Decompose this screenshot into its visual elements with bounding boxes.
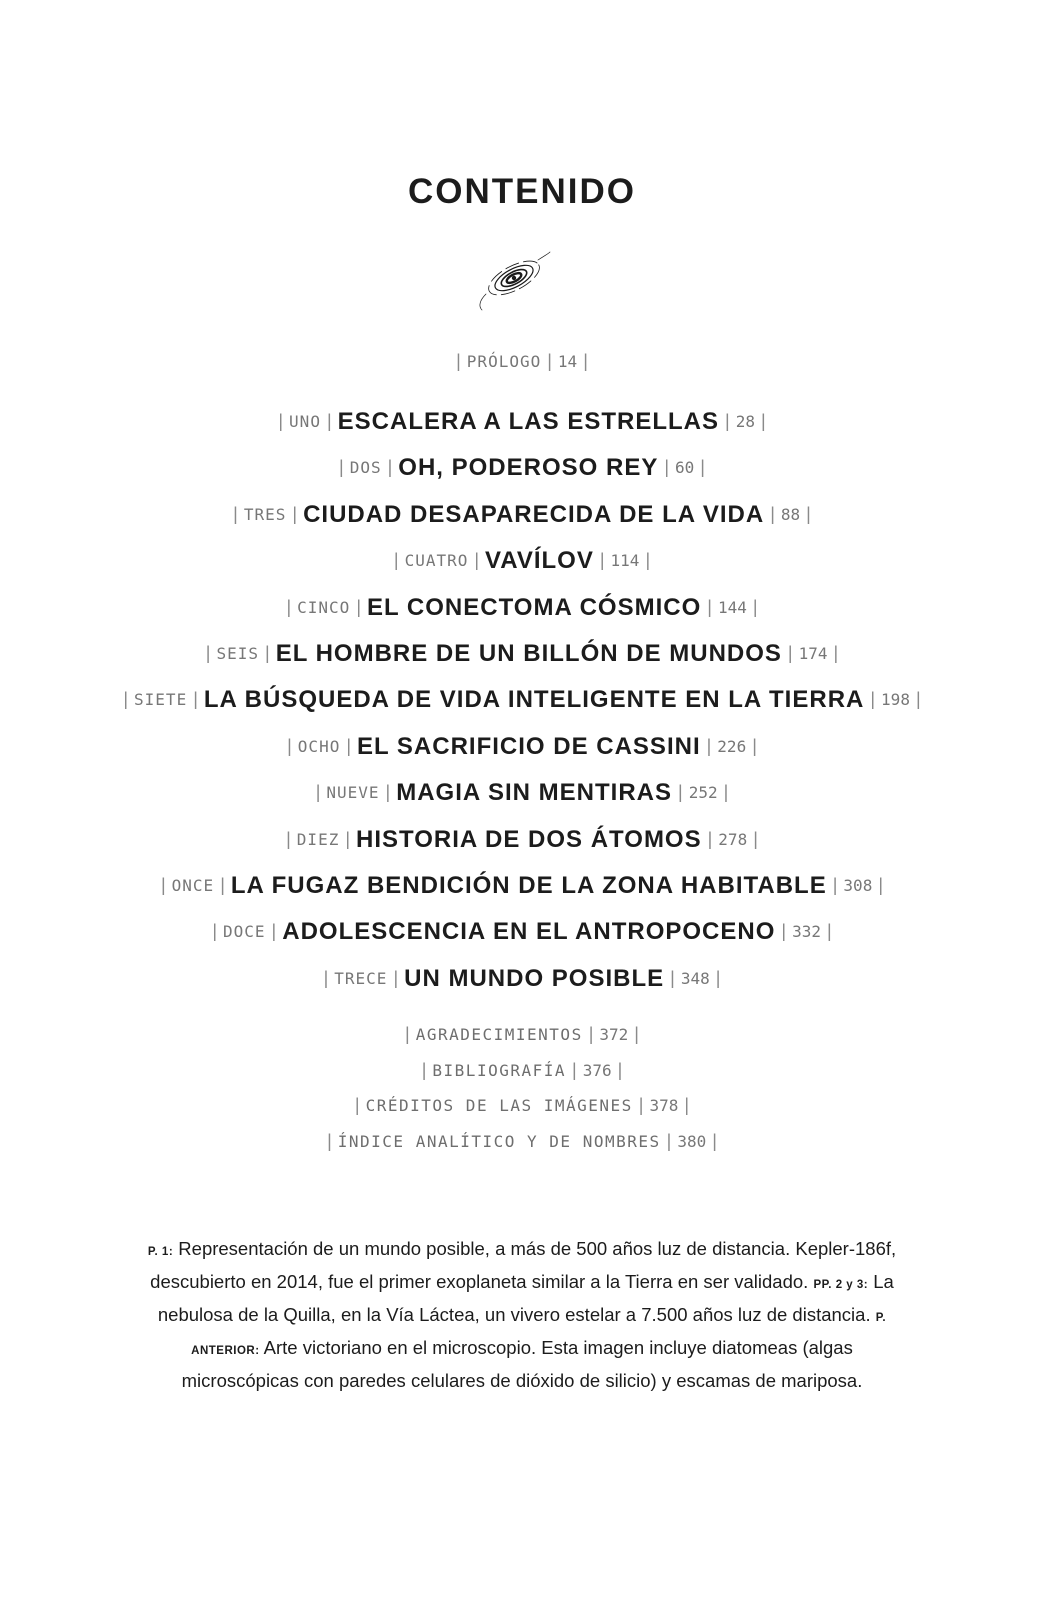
- spiral-galaxy-icon: [472, 250, 552, 314]
- toc-page-number: 114: [610, 551, 640, 570]
- separator-bar: |: [781, 921, 787, 941]
- separator-bar: |: [638, 1095, 644, 1115]
- separator-bar: |: [707, 829, 713, 849]
- page-title: CONTENIDO: [408, 172, 636, 211]
- chapter-number: DOCE: [223, 922, 266, 941]
- separator-bar: |: [393, 968, 399, 988]
- chapter-number: SIETE: [134, 690, 188, 709]
- separator-bar: |: [678, 782, 683, 802]
- toc-entry-chapter[interactable]: [0, 642, 1044, 666]
- toc-page-number: 332: [792, 922, 821, 941]
- separator-bar: |: [385, 782, 391, 802]
- chapter-title: UN MUNDO POSIBLE: [404, 965, 665, 992]
- separator-bar: |: [346, 736, 352, 756]
- separator-bar: |: [770, 504, 775, 524]
- toc-page-number: 174: [798, 644, 828, 663]
- separator-bar: |: [292, 504, 298, 524]
- toc-entry-chapter[interactable]: [0, 596, 1044, 620]
- image-caption: [140, 1234, 904, 1395]
- separator-bar: |: [666, 1131, 672, 1151]
- separator-bar: |: [315, 782, 321, 802]
- toc-page-number: 28: [735, 412, 755, 431]
- chapter-number: UNO: [289, 412, 321, 431]
- toc-page-number: 198: [881, 690, 910, 709]
- toc-entry-backmatter[interactable]: [0, 1060, 1044, 1082]
- separator-bar: |: [456, 351, 461, 371]
- toc-page-number: 88: [780, 505, 801, 524]
- separator-bar: |: [725, 411, 730, 431]
- chapter-number: NUEVE: [326, 783, 380, 802]
- separator-bar: |: [760, 411, 766, 431]
- toc-page-number: 378: [649, 1096, 679, 1115]
- chapter-title: VAVÍLOV: [485, 547, 594, 574]
- toc-entry-chapter[interactable]: [0, 828, 1044, 852]
- toc-page-number: 278: [718, 830, 748, 849]
- toc-page-number: 380: [677, 1132, 707, 1151]
- toc-label: CRÉDITOS DE LAS IMÁGENES: [365, 1096, 633, 1115]
- chapter-number: TRECE: [334, 969, 388, 988]
- chapter-number: SEIS: [216, 644, 259, 663]
- toc-entry-chapter[interactable]: [0, 781, 1044, 805]
- separator-bar: |: [193, 689, 198, 709]
- caption-text: Representación de un mundo posible, a más de 500 años luz de distancia. Kepler-186f, descubierto en 2014, fue el primer exoplaneta similar a la Tierra en ser validado.: [150, 1238, 897, 1292]
- toc-entry-prologue[interactable]: [0, 351, 1044, 373]
- toc-page-number: 348: [680, 969, 710, 988]
- toc-page-number: 60: [675, 458, 695, 477]
- separator-bar: |: [870, 689, 876, 709]
- separator-bar: |: [286, 597, 292, 617]
- separator-bar: |: [634, 1024, 639, 1044]
- toc-entry-backmatter[interactable]: [0, 1131, 1044, 1153]
- toc-page-number: 308: [843, 876, 873, 895]
- separator-bar: |: [700, 457, 705, 477]
- caption-ref: PP. 2 y 3:: [813, 1279, 869, 1291]
- separator-bar: |: [645, 550, 651, 570]
- separator-bar: |: [123, 689, 129, 709]
- toc-entry-chapter[interactable]: [0, 688, 1044, 712]
- chapter-title: EL HOMBRE DE UN BILLÓN DE MUNDOS: [275, 640, 782, 667]
- toc-label: PRÓLOGO: [466, 352, 542, 371]
- separator-bar: |: [787, 643, 793, 663]
- separator-bar: |: [354, 1095, 360, 1115]
- separator-bar: |: [723, 782, 729, 802]
- caption-ref: P. ANTERIOR:: [191, 1312, 887, 1357]
- toc-page-number: 376: [582, 1061, 612, 1080]
- chapter-number: OCHO: [297, 737, 341, 756]
- chapter-number: ONCE: [171, 876, 215, 895]
- chapter-number: DIEZ: [296, 830, 340, 849]
- separator-bar: |: [706, 736, 712, 756]
- separator-bar: |: [421, 1060, 427, 1080]
- separator-bar: |: [393, 550, 399, 570]
- chapter-title: ADOLESCENCIA EN EL ANTROPOCENO: [282, 918, 776, 945]
- separator-bar: |: [387, 457, 393, 477]
- separator-bar: |: [707, 597, 712, 617]
- toc-label: BIBLIOGRAFÍA: [432, 1061, 566, 1080]
- separator-bar: |: [327, 1131, 332, 1151]
- toc-entry-chapter[interactable]: [0, 735, 1044, 759]
- separator-bar: |: [832, 875, 838, 895]
- toc-label: AGRADECIMIENTOS: [415, 1025, 583, 1044]
- toc-entry-backmatter[interactable]: [0, 1024, 1044, 1046]
- separator-bar: |: [160, 875, 166, 895]
- toc-page-number: 14: [557, 352, 578, 371]
- toc-page-number: 226: [717, 737, 747, 756]
- separator-bar: |: [588, 1024, 594, 1044]
- toc-entry-chapter[interactable]: [0, 549, 1044, 573]
- separator-bar: |: [220, 875, 225, 895]
- chapter-title: LA FUGAZ BENDICIÓN DE LA ZONA HABITABLE: [230, 872, 827, 899]
- separator-bar: |: [617, 1060, 623, 1080]
- toc-entry-chapter[interactable]: [0, 503, 1044, 527]
- separator-bar: |: [806, 504, 811, 524]
- separator-bar: |: [265, 643, 270, 663]
- chapter-number: CINCO: [297, 598, 351, 617]
- chapter-title: ESCALERA A LAS ESTRELLAS: [337, 408, 719, 435]
- chapter-number: DOS: [349, 458, 382, 477]
- separator-bar: |: [684, 1095, 690, 1115]
- chapter-title: CIUDAD DESAPARECIDA DE LA VIDA: [303, 501, 765, 528]
- separator-bar: |: [664, 457, 670, 477]
- toc-entry-chapter[interactable]: [0, 920, 1044, 944]
- caption-ref: P. 1:: [147, 1246, 174, 1258]
- separator-bar: |: [826, 921, 832, 941]
- chapter-title: EL CONECTOMA CÓSMICO: [367, 594, 702, 621]
- toc-entry-chapter[interactable]: [0, 967, 1044, 991]
- separator-bar: |: [323, 968, 329, 988]
- separator-bar: |: [356, 597, 361, 617]
- separator-bar: |: [345, 829, 351, 849]
- chapter-title: EL SACRIFICIO DE CASSINI: [357, 733, 701, 760]
- toc-entry-backmatter[interactable]: [0, 1095, 1044, 1117]
- toc-page-number: 372: [599, 1025, 629, 1044]
- chapter-number: TRES: [243, 505, 287, 524]
- separator-bar: |: [583, 351, 588, 371]
- separator-bar: |: [339, 457, 344, 477]
- separator-bar: |: [670, 968, 675, 988]
- separator-bar: |: [233, 504, 238, 524]
- separator-bar: |: [599, 550, 605, 570]
- chapter-title: MAGIA SIN MENTIRAS: [396, 779, 673, 806]
- separator-bar: |: [212, 921, 218, 941]
- separator-bar: |: [474, 550, 480, 570]
- toc-entry-chapter[interactable]: [0, 410, 1044, 434]
- separator-bar: |: [287, 736, 292, 756]
- separator-bar: |: [572, 1060, 577, 1080]
- separator-bar: |: [547, 351, 552, 371]
- separator-bar: |: [833, 643, 839, 663]
- toc-label: ÍNDICE ANALÍTICO Y DE NOMBRES: [337, 1132, 661, 1151]
- chapter-title: LA BÚSQUEDA DE VIDA INTELIGENTE EN LA TIERRA: [203, 686, 865, 713]
- separator-bar: |: [752, 597, 758, 617]
- chapter-number: CUATRO: [404, 551, 469, 570]
- caption-text: Arte victoriano en el microscopio. Esta imagen incluye diatomeas (algas microscópicas con paredes celulares de dióxido de silicio) y escamas de mariposa.: [181, 1337, 863, 1391]
- separator-bar: |: [878, 875, 884, 895]
- separator-bar: |: [286, 829, 291, 849]
- chapter-title: HISTORIA DE DOS ÁTOMOS: [356, 826, 702, 853]
- separator-bar: |: [405, 1024, 410, 1044]
- separator-bar: |: [205, 643, 211, 663]
- toc-page-number: 252: [688, 783, 718, 802]
- separator-bar: |: [915, 689, 921, 709]
- separator-bar: |: [752, 736, 757, 756]
- separator-bar: |: [753, 829, 758, 849]
- separator-bar: |: [326, 411, 332, 431]
- toc-entry-chapter[interactable]: [0, 456, 1044, 480]
- toc-page-number: 144: [717, 598, 747, 617]
- separator-bar: |: [278, 411, 284, 431]
- separator-bar: |: [712, 1131, 717, 1151]
- chapter-title: OH, PODEROSO REY: [398, 454, 659, 481]
- separator-bar: |: [271, 921, 277, 941]
- toc-entry-chapter[interactable]: [0, 874, 1044, 898]
- separator-bar: |: [715, 968, 721, 988]
- caption-text: La nebulosa de la Quilla, en la Vía Láctea, un vivero estelar a 7.500 años luz de distancia.: [157, 1271, 894, 1325]
